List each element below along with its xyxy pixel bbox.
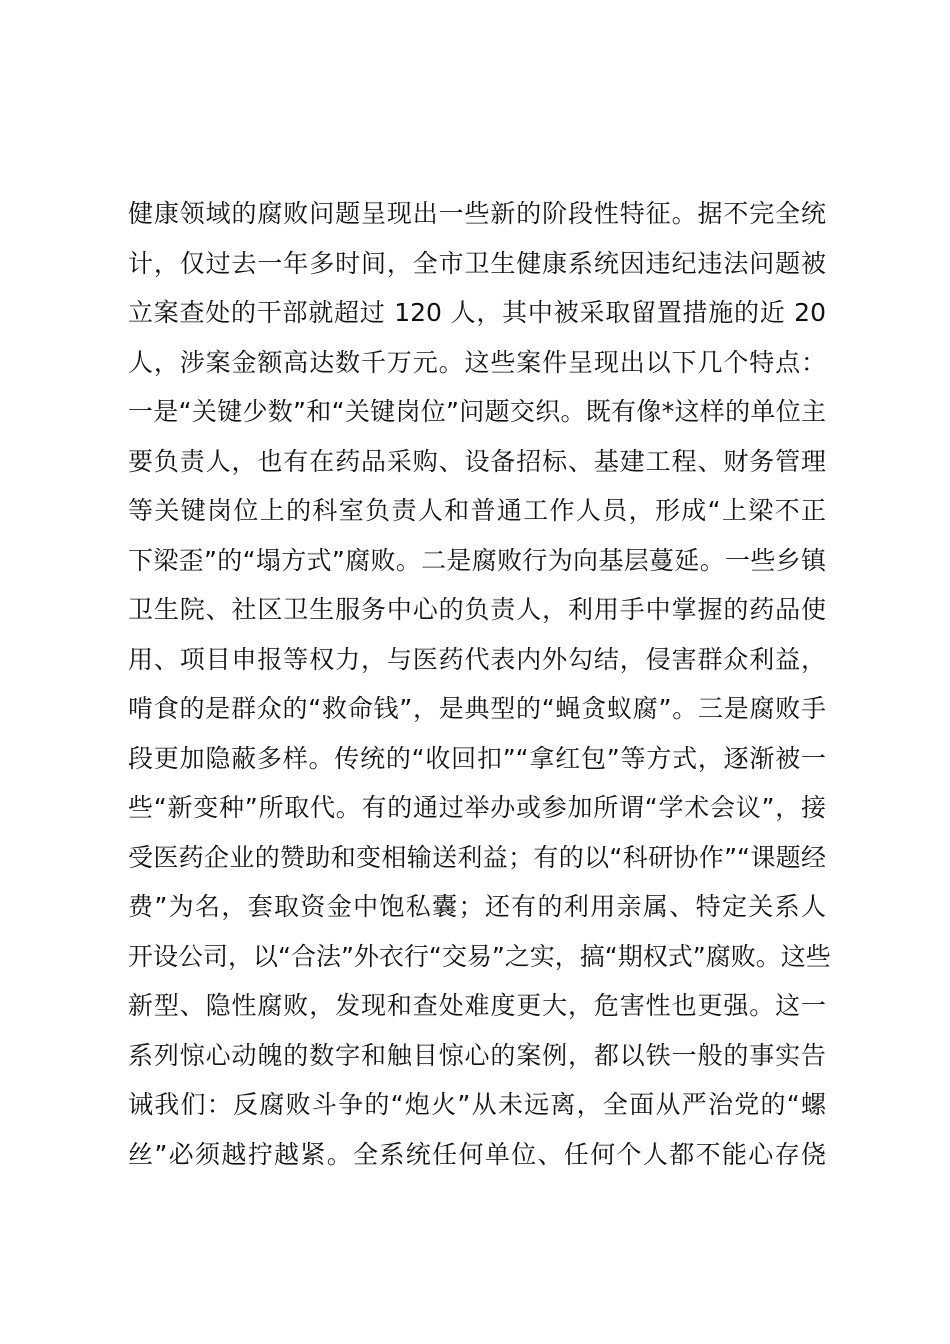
text-line: 些“新变种”所取代。有的通过举办或参加所谓“学术会议”，接 <box>128 793 826 822</box>
body-paragraph <box>128 189 831 1179</box>
text-line: 新型、隐性腐败，发现和查处难度更大，危害性也更强。这一 <box>128 991 826 1020</box>
text-line: 下梁歪”的“塌方式”腐败。二是腐败行为向基层蔓延。一些乡镇 <box>128 545 826 575</box>
text-line: 等关键岗位上的科室负责人和普通工作人员，形成“上梁不正 <box>128 496 826 525</box>
text-line: 段更加隐蔽多样。传统的“收回扣”“拿红包”等方式，逐渐被一 <box>128 743 826 773</box>
text-line: 用、项目申报等权力，与医药代表内外勾结，侵害群众利益， <box>128 644 826 674</box>
text-line: 受医药企业的赞助和变相输送利益；有的以“科研协作”“课题经 <box>128 842 826 872</box>
text-line: 卫生院、社区卫生服务中心的负责人，利用手中掌握的药品使 <box>128 595 826 624</box>
text-line: 开设公司，以“合法”外衣行“交易”之实，搞“期权式”腐败。这些 <box>128 941 831 971</box>
text-line: 要负责人，也有在药品采购、设备招标、基建工程、财务管理 <box>128 446 826 476</box>
text-line: 诫我们：反腐败斗争的“炮火”从未远离，全面从严治党的“螺 <box>128 1090 826 1119</box>
text-line: 立案查处的干部就超过 120 人，其中被采取留置措施的近 20 <box>128 298 826 327</box>
text-line: 系列惊心动魄的数字和触目惊心的案例，都以铁一般的事实告 <box>128 1040 826 1070</box>
text-line: 丝”必须越拧越紧。全系统任何单位、任何个人都不能心存侥 <box>128 1139 826 1169</box>
text-line: 啃食的是群众的“救命钱”，是典型的“蝇贪蚁腐”。三是腐败手 <box>128 694 826 723</box>
text-line: 健康领域的腐败问题呈现出一些新的阶段性特征。据不完全统 <box>128 199 826 228</box>
text-line: 费”为名，套取资金中饱私囊；还有的利用亲属、特定关系人 <box>128 892 826 921</box>
text-line: 计，仅过去一年多时间，全市卫生健康系统因违纪违法问题被 <box>128 248 826 278</box>
text-line: 一是“关键少数”和“关键岗位”问题交织。既有像*这样的单位主 <box>128 397 826 426</box>
text-line: 人，涉案金额高达数千万元。这些案件呈现出以下几个特点： <box>128 347 826 377</box>
